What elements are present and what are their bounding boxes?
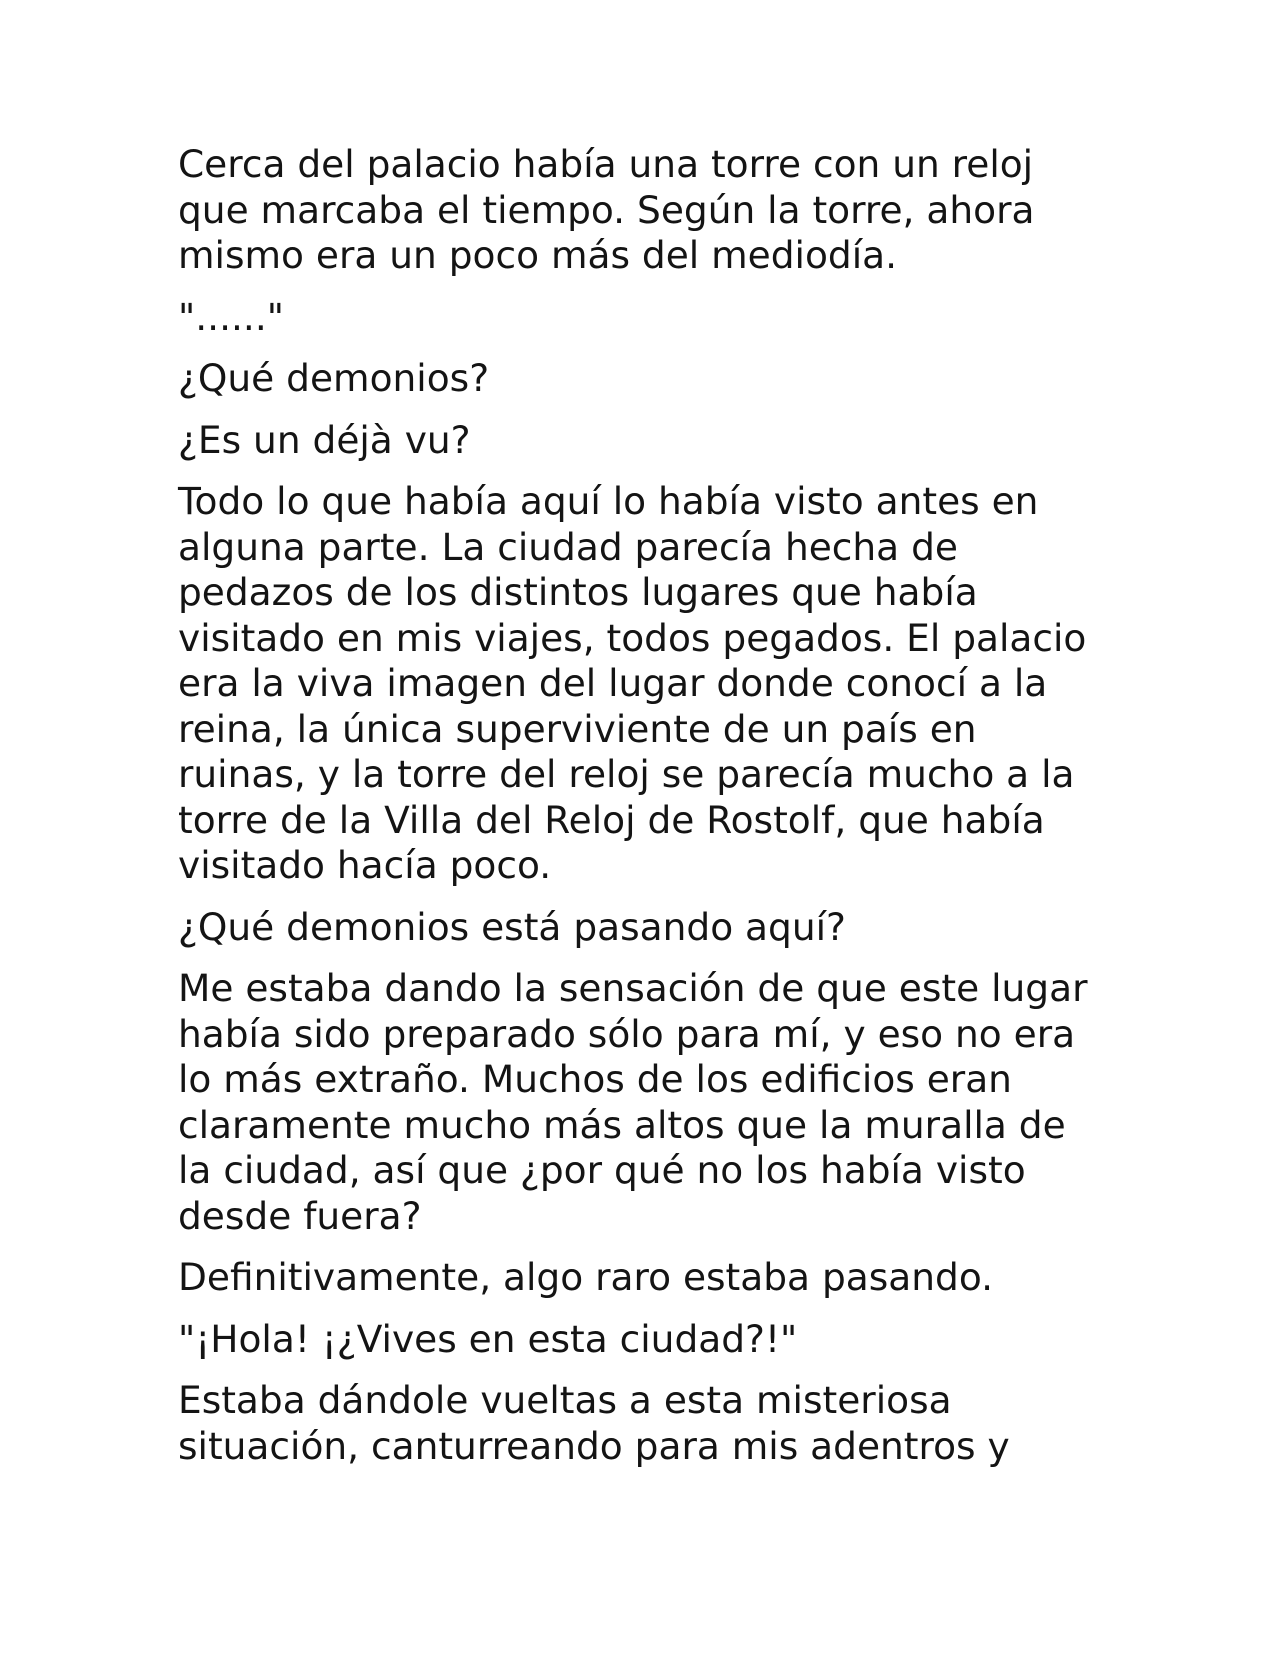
text-line: torre de la Villa del Reloj de Rostolf, que había <box>178 797 1045 842</box>
text-line: que marcaba el tiempo. Según la torre, ahora <box>178 187 1035 232</box>
text-line: ¿Qué demonios? <box>178 356 490 400</box>
text-line: alguna parte. La ciudad parecía hecha de <box>178 524 958 569</box>
text-line: situación, canturreando para mis adentros y <box>178 1423 1010 1468</box>
paragraph-what-is-happening <box>178 905 1108 951</box>
text-line: claramente mucho más altos que la muralla de <box>178 1102 1066 1147</box>
text-line: Definitivamente, algo raro estaba pasando. <box>178 1255 994 1299</box>
text-line: Cerca del palacio había una torre con un reloj <box>178 142 1034 186</box>
text-line: ¿Es un déjà vu? <box>178 417 471 462</box>
text-line: Estaba dándole vueltas a esta misteriosa <box>178 1378 952 1422</box>
paragraph-something-strange <box>178 1255 1108 1301</box>
text-line: ruinas, y la torre del reloj se parecía mucho a la <box>178 752 1075 796</box>
paragraph-city-description <box>178 479 1108 889</box>
text-line: visitado en mis viajes, todos pegados. El palacio <box>178 615 1087 660</box>
paragraph-pondering <box>178 1378 1108 1469</box>
text-line: desde fuera? <box>178 1193 422 1238</box>
text-line: la ciudad, así que ¿por qué no los había visto <box>178 1148 1026 1192</box>
text-line: visitado hacía poco. <box>178 843 552 887</box>
text-line: reina, la única superviviente de un país en <box>178 706 977 751</box>
document-page <box>178 142 1108 1485</box>
text-line: Me estaba dando la sensación de que este lugar <box>178 966 1088 1010</box>
paragraph-que-demonios <box>178 356 1108 402</box>
text-line: "¡Hola! ¡¿Vives en esta ciudad?!" <box>178 1316 798 1361</box>
paragraph-ellipsis <box>178 295 1108 341</box>
text-line: lo más extraño. Muchos de los edificios eran <box>178 1057 1012 1101</box>
text-line: "......" <box>178 294 285 339</box>
paragraph-deja-vu <box>178 418 1108 464</box>
paragraph-buildings <box>178 966 1108 1239</box>
text-line: había sido preparado sólo para mí, y eso no era <box>178 1011 1076 1056</box>
paragraph-clock-tower <box>178 142 1108 279</box>
text-line: era la viva imagen del lugar donde conocí a la <box>178 661 1048 705</box>
text-line: Todo lo que había aquí lo había visto antes en <box>178 479 1039 523</box>
paragraph-greeting <box>178 1317 1108 1363</box>
text-line: ¿Qué demonios está pasando aquí? <box>178 904 846 949</box>
text-line: pedazos de los distintos lugares que había <box>178 570 978 614</box>
text-line: mismo era un poco más del mediodía. <box>178 233 898 277</box>
